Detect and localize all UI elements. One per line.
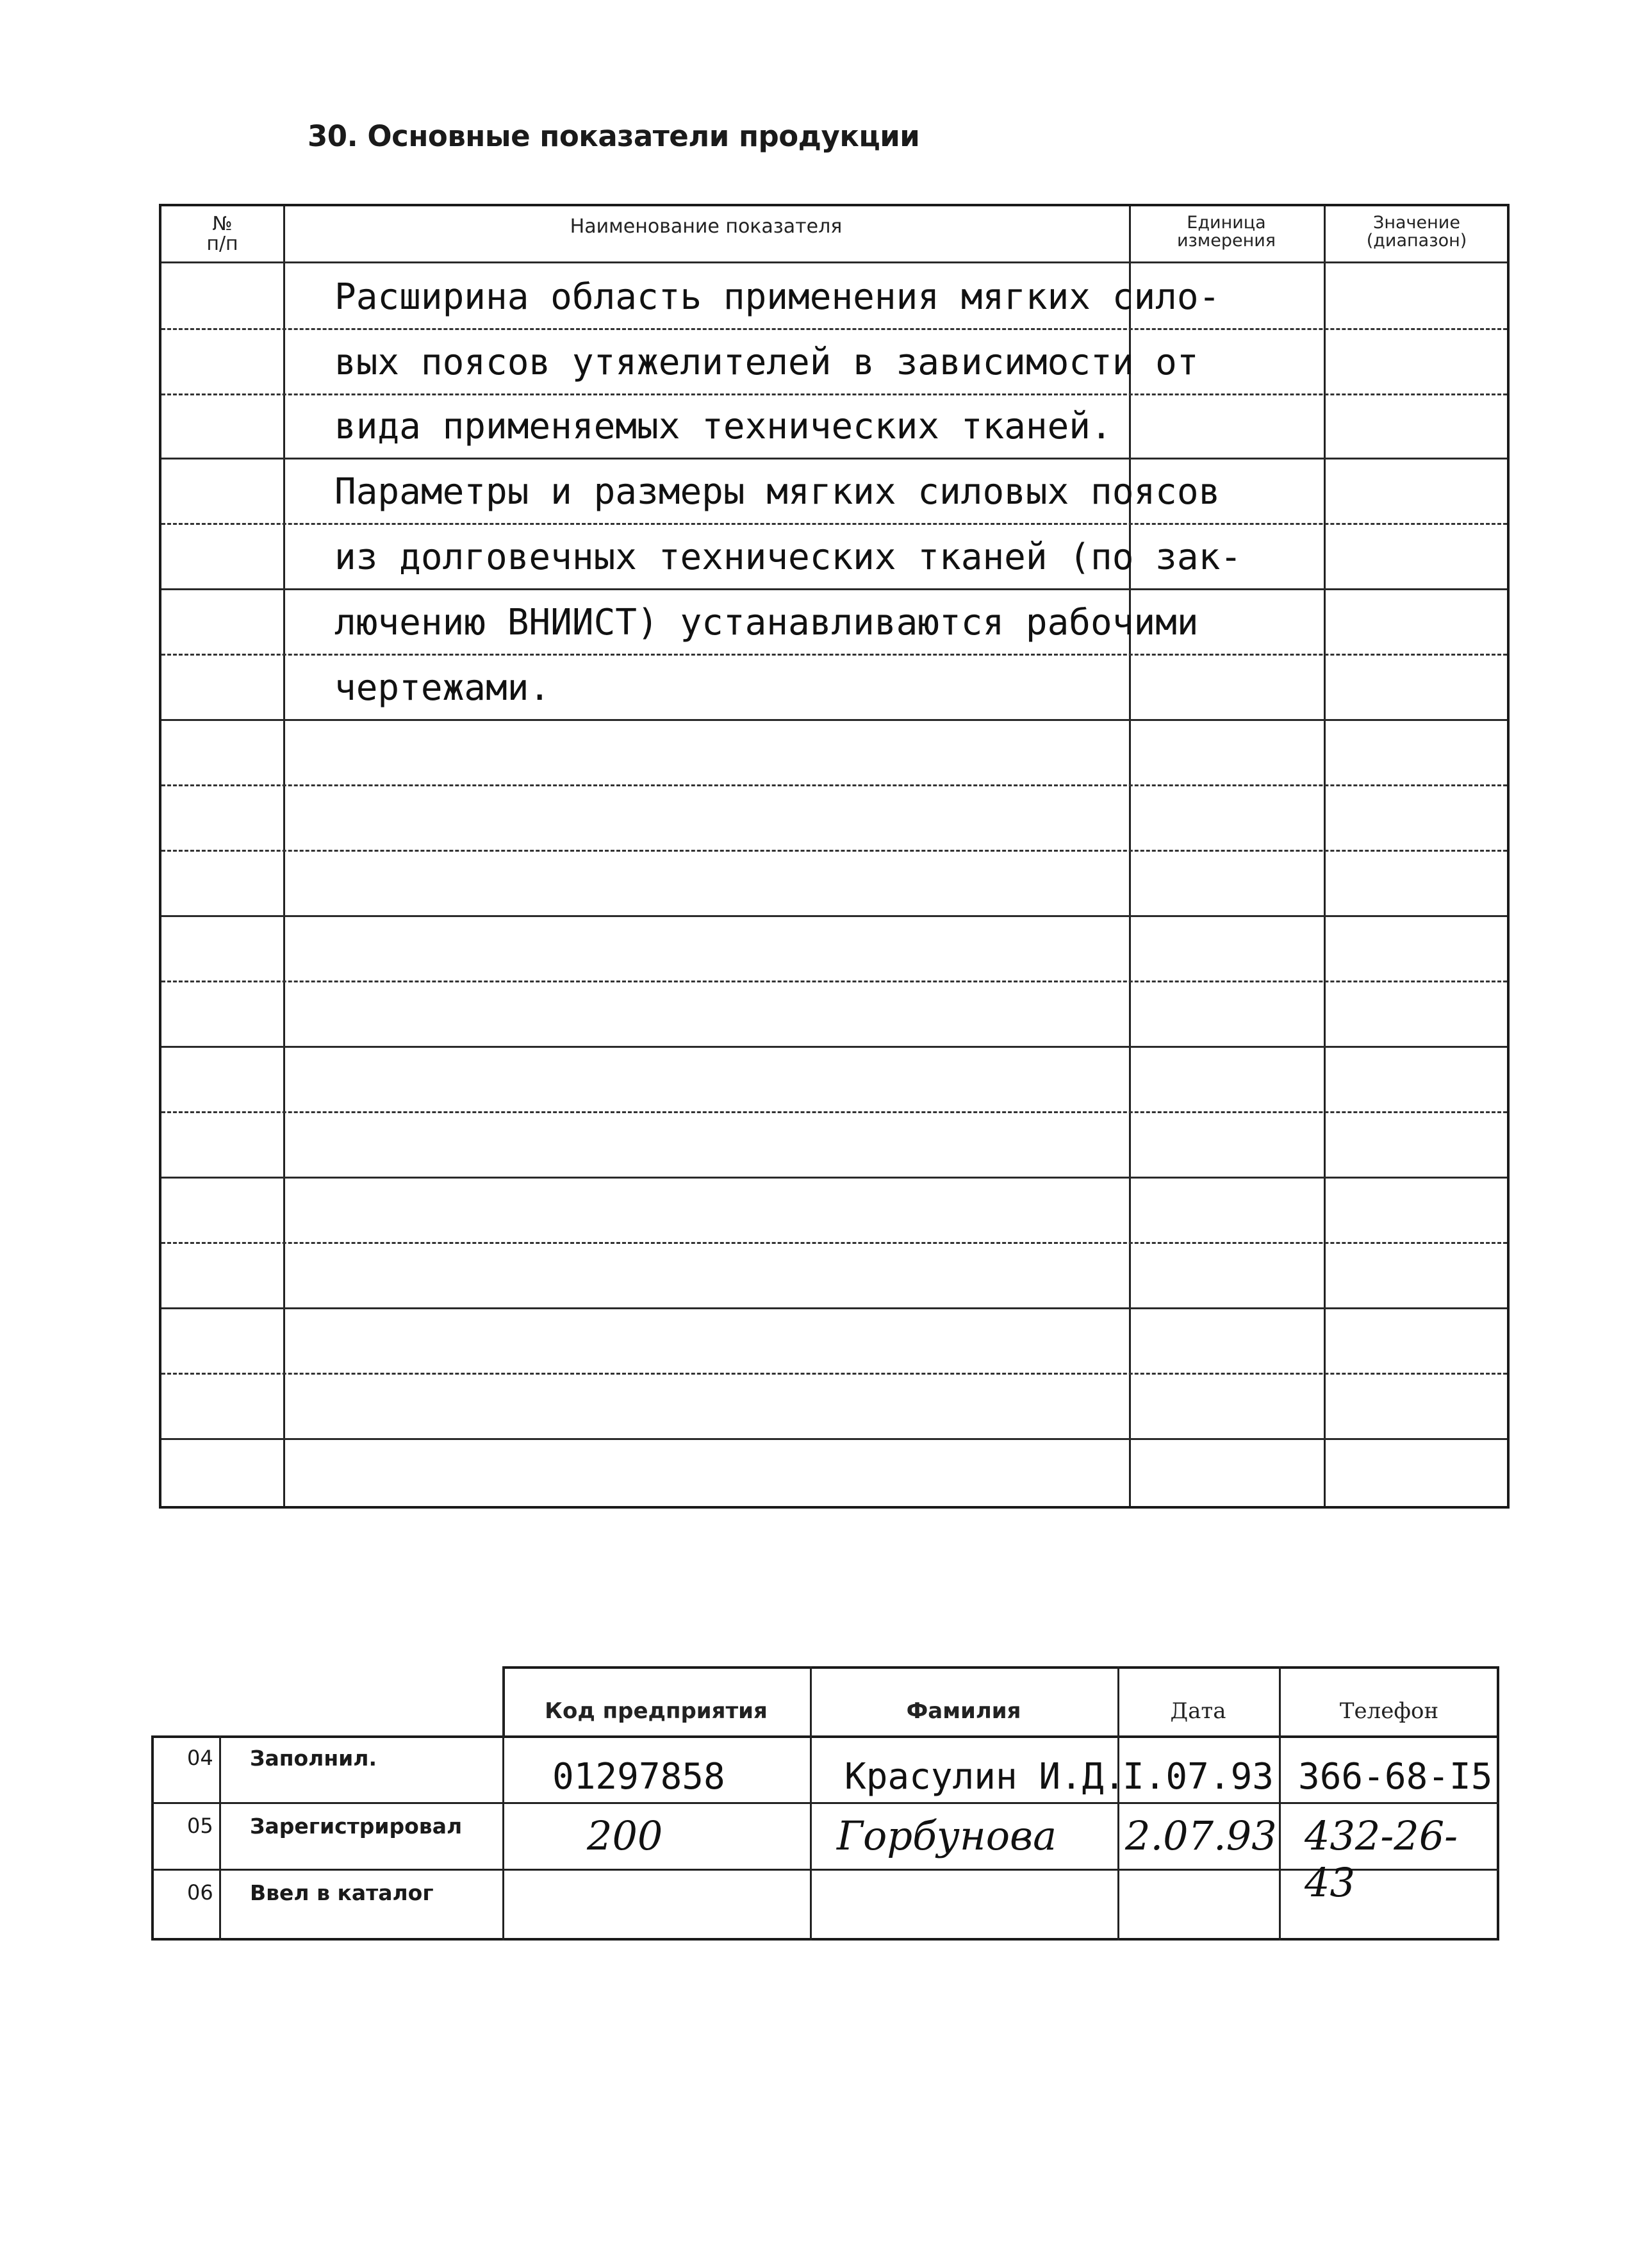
row-divider xyxy=(161,1242,1507,1244)
row-divider xyxy=(161,458,1507,459)
row-divider xyxy=(161,915,1507,917)
row-divider xyxy=(161,719,1507,721)
row-label: Зарегистрировал xyxy=(250,1814,463,1839)
row-label: Ввел в каталог xyxy=(250,1880,434,1905)
row-divider xyxy=(161,328,1507,330)
row-divider xyxy=(161,784,1507,786)
header-divider xyxy=(161,261,1507,263)
indicator-text-line: вых поясов утяжелителей в зависимости от xyxy=(334,342,1199,383)
surname-signature: Горбунова xyxy=(837,1812,1057,1859)
header-date: Дата xyxy=(1170,1698,1226,1724)
indicator-text-line: из долговечных технических тканей (по зак- xyxy=(334,536,1242,578)
column-divider xyxy=(219,1735,221,1941)
row-divider xyxy=(161,1046,1507,1048)
row-divider xyxy=(161,588,1507,590)
row-divider xyxy=(151,1869,1499,1871)
row-divider xyxy=(151,1802,1499,1804)
row-label: Заполнил. xyxy=(250,1746,377,1771)
indicator-text-line: Параметры и размеры мягких силовых поясов xyxy=(334,471,1221,513)
row-divider xyxy=(161,850,1507,852)
enterprise-code-value: 01297858 xyxy=(552,1756,725,1798)
row-divider xyxy=(161,981,1507,982)
header-value: Значение (диапазон) xyxy=(1366,213,1467,251)
header-enterprise-code: Код предприятия xyxy=(545,1698,768,1724)
registration-table xyxy=(151,1666,1499,1941)
surname-value: Красулин И.Д. xyxy=(844,1756,1126,1798)
indicator-text-line: лючению ВНИИСТ) устанавливаются рабочими xyxy=(334,602,1199,643)
column-divider xyxy=(1324,206,1326,1506)
row-divider xyxy=(161,654,1507,656)
row-code: 05 xyxy=(187,1814,213,1838)
indicator-table xyxy=(159,204,1510,1509)
row-divider xyxy=(161,1307,1507,1309)
row-code: 04 xyxy=(187,1746,213,1770)
row-code: 06 xyxy=(187,1880,213,1905)
indicator-text-line: вида применяемых технических тканей. xyxy=(334,406,1112,447)
indicator-text-line: Расширина область применения мягких сило- xyxy=(334,276,1221,318)
row-divider xyxy=(161,1111,1507,1113)
header-surname: Фамилия xyxy=(906,1698,1021,1724)
column-divider xyxy=(283,206,285,1506)
phone-handwritten: 432-26-43 xyxy=(1305,1812,1458,1906)
enterprise-code-handwritten: 200 xyxy=(587,1812,663,1859)
indicator-text-line: чертежами. xyxy=(334,667,551,709)
row-divider xyxy=(161,393,1507,395)
date-value: I.07.93 xyxy=(1123,1756,1274,1798)
header-number: № п/п xyxy=(206,213,238,255)
row-divider xyxy=(161,1438,1507,1440)
page-title: 30. Основные показатели продукции xyxy=(308,119,920,153)
header-phone: Телефон xyxy=(1339,1698,1439,1724)
row-divider xyxy=(161,523,1507,525)
column-divider xyxy=(1129,206,1131,1506)
header-unit: Единица измерения xyxy=(1176,213,1276,251)
phone-value: 366-68-I5 xyxy=(1298,1756,1493,1798)
row-divider xyxy=(161,1373,1507,1375)
date-handwritten: 2.07.93 xyxy=(1125,1812,1277,1859)
row-divider xyxy=(161,1177,1507,1179)
header-name: Наименование показателя xyxy=(570,215,843,238)
